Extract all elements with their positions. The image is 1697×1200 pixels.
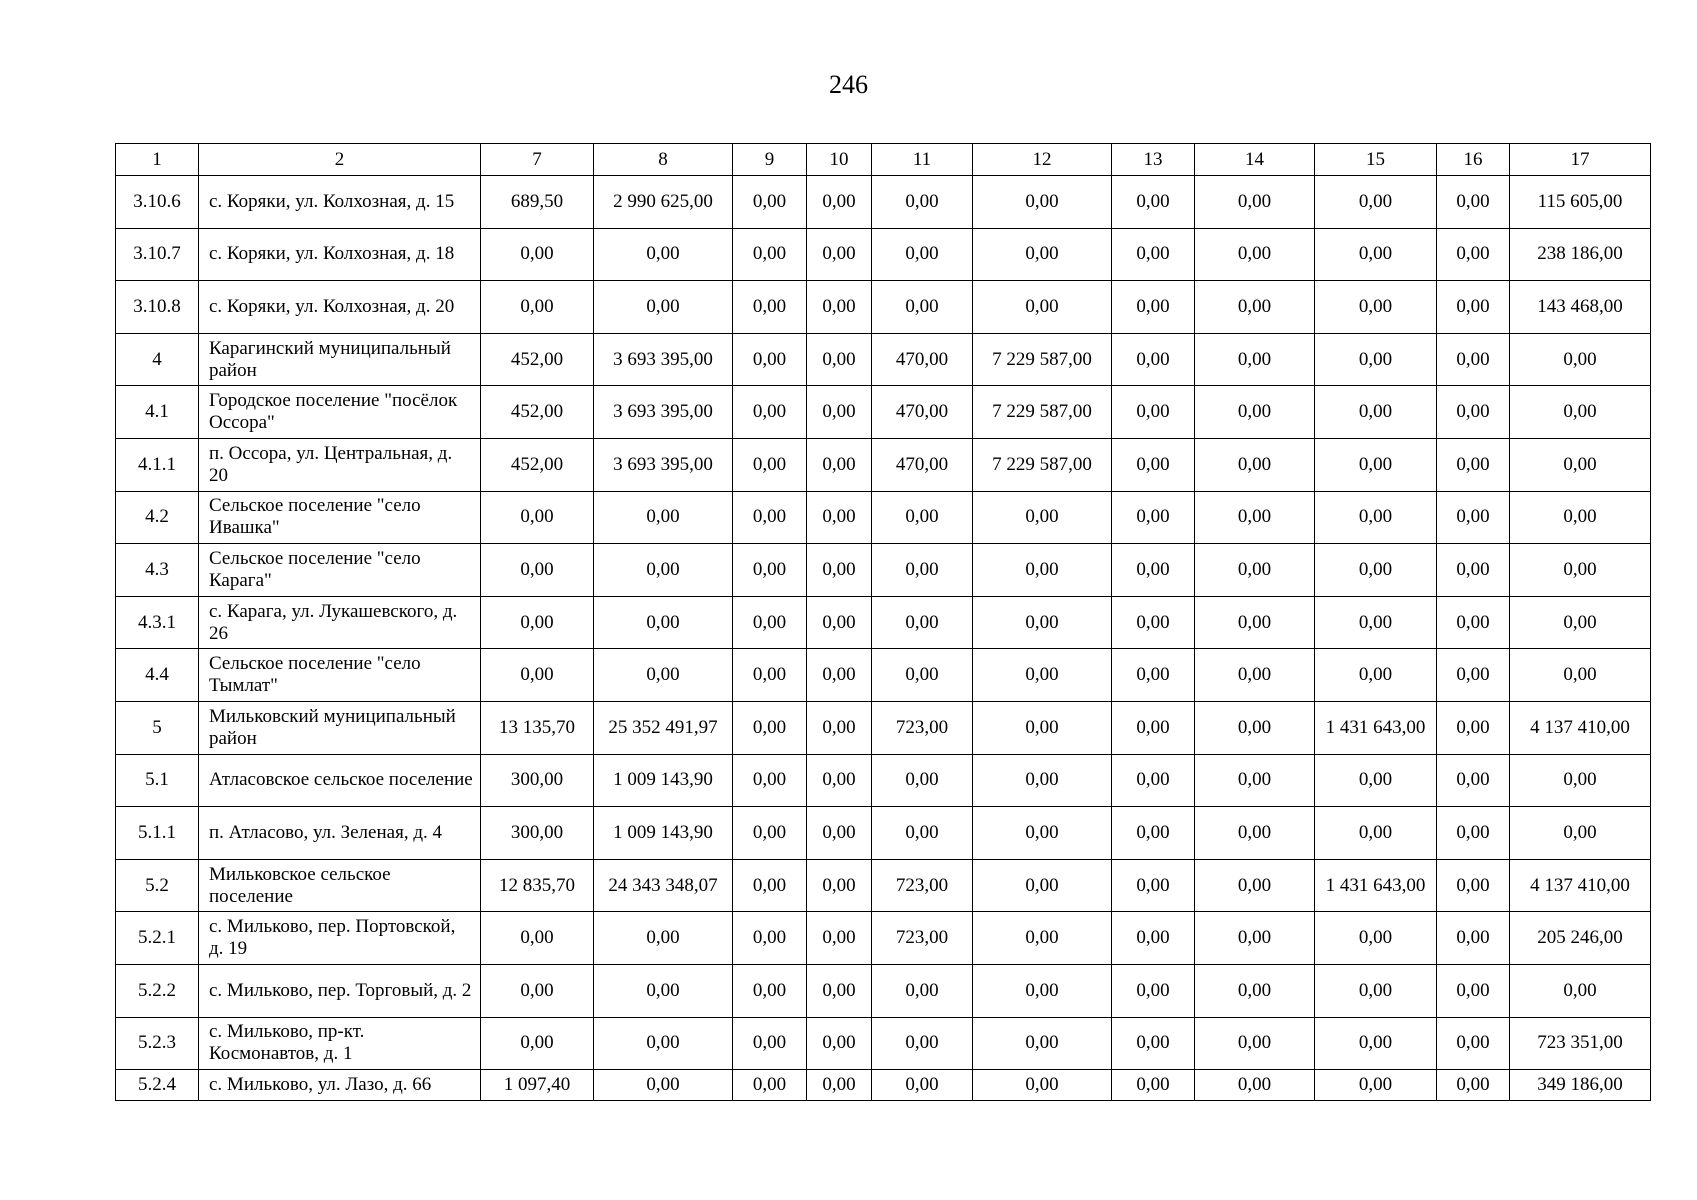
row-number-cell: 4.3	[116, 544, 199, 597]
value-cell: 0,00	[1315, 754, 1437, 807]
value-cell: 0,00	[1112, 859, 1195, 912]
value-cell: 452,00	[481, 333, 594, 386]
row-number-cell: 3.10.8	[116, 281, 199, 334]
value-cell: 0,00	[1437, 176, 1510, 229]
value-cell: 0,00	[594, 544, 733, 597]
value-cell: 0,00	[1195, 649, 1315, 702]
column-header: 2	[199, 144, 481, 176]
value-cell: 0,00	[481, 281, 594, 334]
table-row	[116, 701, 1651, 754]
value-cell: 0,00	[1437, 281, 1510, 334]
value-cell: 0,00	[807, 1017, 872, 1070]
value-cell: 0,00	[807, 912, 872, 965]
table-row	[116, 596, 1651, 649]
value-cell: 1 009 143,90	[594, 754, 733, 807]
value-cell: 0,00	[1437, 333, 1510, 386]
table-row	[116, 228, 1651, 281]
table-row	[116, 491, 1651, 544]
value-cell: 3 693 395,00	[594, 386, 733, 439]
row-number-cell: 4.1.1	[116, 438, 199, 491]
value-cell: 0,00	[733, 1017, 807, 1070]
row-number-cell: 3.10.6	[116, 176, 199, 229]
value-cell: 0,00	[1112, 176, 1195, 229]
page-number: 246	[829, 70, 868, 99]
column-header: 10	[807, 144, 872, 176]
value-cell: 0,00	[872, 228, 973, 281]
value-cell: 0,00	[1437, 491, 1510, 544]
value-cell: 3 693 395,00	[594, 438, 733, 491]
value-cell: 0,00	[807, 964, 872, 1017]
value-cell: 0,00	[1510, 596, 1651, 649]
value-cell: 0,00	[1195, 333, 1315, 386]
value-cell: 0,00	[973, 281, 1112, 334]
table-row	[116, 754, 1651, 807]
value-cell: 470,00	[872, 438, 973, 491]
column-header: 16	[1437, 144, 1510, 176]
value-cell: 0,00	[1112, 964, 1195, 1017]
value-cell: 0,00	[594, 1070, 733, 1101]
table-row	[116, 386, 1651, 439]
value-cell: 0,00	[973, 754, 1112, 807]
value-cell: 0,00	[733, 701, 807, 754]
value-cell: 0,00	[1112, 596, 1195, 649]
value-cell: 0,00	[1315, 912, 1437, 965]
value-cell: 0,00	[733, 333, 807, 386]
header-row	[116, 144, 1651, 176]
column-header: 9	[733, 144, 807, 176]
value-cell: 143 468,00	[1510, 281, 1651, 334]
table-row	[116, 807, 1651, 860]
name-cell: Сельское поселение "село Карага"	[199, 544, 481, 597]
value-cell: 0,00	[1112, 544, 1195, 597]
value-cell: 0,00	[1315, 544, 1437, 597]
value-cell: 0,00	[807, 281, 872, 334]
value-cell: 0,00	[1195, 281, 1315, 334]
value-cell: 0,00	[1315, 176, 1437, 229]
column-header: 14	[1195, 144, 1315, 176]
row-number-cell: 5	[116, 701, 199, 754]
value-cell: 0,00	[1112, 228, 1195, 281]
column-header: 13	[1112, 144, 1195, 176]
name-cell: Сельское поселение "село Тымлат"	[199, 649, 481, 702]
value-cell: 0,00	[733, 386, 807, 439]
value-cell: 0,00	[594, 491, 733, 544]
name-cell: с. Коряки, ул. Колхозная, д. 20	[199, 281, 481, 334]
column-header: 11	[872, 144, 973, 176]
value-cell: 0,00	[1195, 228, 1315, 281]
column-header: 12	[973, 144, 1112, 176]
value-cell: 0,00	[1195, 964, 1315, 1017]
row-number-cell: 5.2.3	[116, 1017, 199, 1070]
value-cell: 0,00	[733, 1070, 807, 1101]
value-cell: 0,00	[1112, 754, 1195, 807]
value-cell: 0,00	[973, 701, 1112, 754]
value-cell: 0,00	[1112, 491, 1195, 544]
value-cell: 0,00	[1195, 491, 1315, 544]
value-cell: 0,00	[1315, 1070, 1437, 1101]
value-cell: 300,00	[481, 807, 594, 860]
value-cell: 0,00	[1437, 649, 1510, 702]
value-cell: 452,00	[481, 438, 594, 491]
column-header: 1	[116, 144, 199, 176]
value-cell: 0,00	[1315, 1017, 1437, 1070]
name-cell: Сельское поселение "село Ивашка"	[199, 491, 481, 544]
value-cell: 0,00	[872, 1017, 973, 1070]
value-cell: 0,00	[733, 544, 807, 597]
value-cell: 0,00	[872, 807, 973, 860]
value-cell: 0,00	[1195, 807, 1315, 860]
column-header: 7	[481, 144, 594, 176]
table-row	[116, 649, 1651, 702]
value-cell: 0,00	[807, 859, 872, 912]
value-cell: 205 246,00	[1510, 912, 1651, 965]
row-number-cell: 4	[116, 333, 199, 386]
value-cell: 0,00	[872, 1070, 973, 1101]
value-cell: 0,00	[1195, 596, 1315, 649]
data-table	[115, 143, 1651, 1101]
value-cell: 0,00	[1510, 333, 1651, 386]
value-cell: 0,00	[807, 333, 872, 386]
value-cell: 0,00	[973, 596, 1112, 649]
value-cell: 0,00	[481, 228, 594, 281]
table-row	[116, 1070, 1651, 1101]
value-cell: 25 352 491,97	[594, 701, 733, 754]
value-cell: 0,00	[1112, 701, 1195, 754]
name-cell: Карагинский муниципальный район	[199, 333, 481, 386]
name-cell: Городское поселение "посёлок Оссора"	[199, 386, 481, 439]
value-cell: 0,00	[1315, 807, 1437, 860]
value-cell: 7 229 587,00	[973, 386, 1112, 439]
value-cell: 0,00	[872, 754, 973, 807]
value-cell: 0,00	[1195, 438, 1315, 491]
value-cell: 0,00	[594, 964, 733, 1017]
table-row	[116, 964, 1651, 1017]
value-cell: 0,00	[1315, 438, 1437, 491]
value-cell: 0,00	[973, 491, 1112, 544]
value-cell: 0,00	[973, 859, 1112, 912]
value-cell: 1 097,40	[481, 1070, 594, 1101]
value-cell: 0,00	[733, 807, 807, 860]
value-cell: 0,00	[1437, 807, 1510, 860]
value-cell: 349 186,00	[1510, 1070, 1651, 1101]
value-cell: 0,00	[1195, 912, 1315, 965]
name-cell: Атласовское сельское поселение	[199, 754, 481, 807]
value-cell: 0,00	[1437, 544, 1510, 597]
value-cell: 0,00	[1510, 544, 1651, 597]
value-cell: 0,00	[1315, 649, 1437, 702]
value-cell: 0,00	[872, 544, 973, 597]
value-cell: 0,00	[973, 1070, 1112, 1101]
value-cell: 0,00	[481, 491, 594, 544]
value-cell: 0,00	[807, 596, 872, 649]
value-cell: 0,00	[807, 754, 872, 807]
column-header: 17	[1510, 144, 1651, 176]
value-cell: 115 605,00	[1510, 176, 1651, 229]
name-cell: с. Коряки, ул. Колхозная, д. 15	[199, 176, 481, 229]
value-cell: 0,00	[807, 491, 872, 544]
value-cell: 0,00	[1510, 807, 1651, 860]
name-cell: с. Мильково, ул. Лазо, д. 66	[199, 1070, 481, 1101]
column-header: 8	[594, 144, 733, 176]
value-cell: 0,00	[481, 649, 594, 702]
value-cell: 0,00	[1510, 754, 1651, 807]
value-cell: 0,00	[1315, 281, 1437, 334]
value-cell: 4 137 410,00	[1510, 859, 1651, 912]
value-cell: 0,00	[973, 544, 1112, 597]
name-cell: п. Атласово, ул. Зеленая, д. 4	[199, 807, 481, 860]
table-row	[116, 912, 1651, 965]
row-number-cell: 5.2.4	[116, 1070, 199, 1101]
value-cell: 0,00	[594, 596, 733, 649]
value-cell: 0,00	[807, 176, 872, 229]
value-cell: 0,00	[872, 176, 973, 229]
value-cell: 0,00	[1437, 438, 1510, 491]
value-cell: 1 431 643,00	[1315, 859, 1437, 912]
value-cell: 0,00	[1437, 1070, 1510, 1101]
value-cell: 0,00	[733, 228, 807, 281]
value-cell: 0,00	[1195, 386, 1315, 439]
table-row	[116, 859, 1651, 912]
value-cell: 7 229 587,00	[973, 333, 1112, 386]
value-cell: 723 351,00	[1510, 1017, 1651, 1070]
value-cell: 0,00	[1195, 544, 1315, 597]
value-cell: 0,00	[1112, 438, 1195, 491]
value-cell: 0,00	[733, 438, 807, 491]
value-cell: 2 990 625,00	[594, 176, 733, 229]
value-cell: 0,00	[1195, 859, 1315, 912]
name-cell: с. Мильково, пр-кт. Космонавтов, д. 1	[199, 1017, 481, 1070]
row-number-cell: 4.2	[116, 491, 199, 544]
value-cell: 0,00	[807, 701, 872, 754]
value-cell: 0,00	[807, 386, 872, 439]
value-cell: 0,00	[1195, 1070, 1315, 1101]
table-row	[116, 438, 1651, 491]
value-cell: 0,00	[733, 491, 807, 544]
value-cell: 0,00	[1112, 333, 1195, 386]
row-number-cell: 5.2	[116, 859, 199, 912]
value-cell: 0,00	[1510, 649, 1651, 702]
value-cell: 0,00	[1315, 386, 1437, 439]
value-cell: 0,00	[733, 281, 807, 334]
name-cell: Мильковское сельское поселение	[199, 859, 481, 912]
row-number-cell: 5.1.1	[116, 807, 199, 860]
value-cell: 7 229 587,00	[973, 438, 1112, 491]
value-cell: 0,00	[807, 649, 872, 702]
row-number-cell: 4.3.1	[116, 596, 199, 649]
value-cell: 452,00	[481, 386, 594, 439]
value-cell: 1 009 143,90	[594, 807, 733, 860]
row-number-cell: 3.10.7	[116, 228, 199, 281]
value-cell: 0,00	[1437, 912, 1510, 965]
value-cell: 0,00	[733, 912, 807, 965]
column-header: 15	[1315, 144, 1437, 176]
table-row	[116, 1017, 1651, 1070]
value-cell: 0,00	[1315, 596, 1437, 649]
value-cell: 0,00	[807, 438, 872, 491]
table-row	[116, 281, 1651, 334]
row-number-cell: 4.4	[116, 649, 199, 702]
name-cell: с. Коряки, ул. Колхозная, д. 18	[199, 228, 481, 281]
value-cell: 300,00	[481, 754, 594, 807]
value-cell: 0,00	[807, 807, 872, 860]
value-cell: 723,00	[872, 912, 973, 965]
row-number-cell: 5.2.1	[116, 912, 199, 965]
value-cell: 0,00	[1510, 438, 1651, 491]
value-cell: 0,00	[872, 596, 973, 649]
value-cell: 0,00	[733, 754, 807, 807]
value-cell: 0,00	[1195, 754, 1315, 807]
value-cell: 0,00	[1437, 228, 1510, 281]
table-row	[116, 333, 1651, 386]
value-cell: 0,00	[1510, 964, 1651, 1017]
value-cell: 0,00	[872, 281, 973, 334]
value-cell: 0,00	[1437, 859, 1510, 912]
name-cell: с. Карага, ул. Лукашевского, д. 26	[199, 596, 481, 649]
value-cell: 24 343 348,07	[594, 859, 733, 912]
value-cell: 0,00	[1315, 228, 1437, 281]
value-cell: 0,00	[594, 1017, 733, 1070]
value-cell: 0,00	[733, 649, 807, 702]
value-cell: 0,00	[733, 176, 807, 229]
value-cell: 0,00	[1437, 754, 1510, 807]
value-cell: 0,00	[1437, 596, 1510, 649]
value-cell: 0,00	[481, 912, 594, 965]
value-cell: 4 137 410,00	[1510, 701, 1651, 754]
value-cell: 0,00	[481, 544, 594, 597]
value-cell: 0,00	[733, 596, 807, 649]
value-cell: 0,00	[1510, 491, 1651, 544]
value-cell: 0,00	[973, 912, 1112, 965]
table-body	[116, 176, 1651, 1101]
value-cell: 0,00	[594, 912, 733, 965]
value-cell: 0,00	[807, 544, 872, 597]
value-cell: 0,00	[1112, 281, 1195, 334]
value-cell: 0,00	[1510, 386, 1651, 439]
value-cell: 0,00	[733, 964, 807, 1017]
value-cell: 0,00	[1437, 1017, 1510, 1070]
value-cell: 0,00	[807, 228, 872, 281]
value-cell: 12 835,70	[481, 859, 594, 912]
value-cell: 0,00	[1437, 964, 1510, 1017]
value-cell: 723,00	[872, 701, 973, 754]
value-cell: 0,00	[973, 964, 1112, 1017]
value-cell: 0,00	[1195, 176, 1315, 229]
value-cell: 0,00	[1195, 1017, 1315, 1070]
value-cell: 470,00	[872, 386, 973, 439]
value-cell: 0,00	[481, 964, 594, 1017]
value-cell: 0,00	[1112, 807, 1195, 860]
name-cell: п. Оссора, ул. Центральная, д. 20	[199, 438, 481, 491]
value-cell: 1 431 643,00	[1315, 701, 1437, 754]
name-cell: с. Мильково, пер. Портовской, д. 19	[199, 912, 481, 965]
value-cell: 723,00	[872, 859, 973, 912]
row-number-cell: 5.2.2	[116, 964, 199, 1017]
value-cell: 0,00	[481, 596, 594, 649]
value-cell: 0,00	[594, 281, 733, 334]
value-cell: 0,00	[1195, 701, 1315, 754]
row-number-cell: 4.1	[116, 386, 199, 439]
value-cell: 238 186,00	[1510, 228, 1651, 281]
value-cell: 0,00	[1112, 1017, 1195, 1070]
value-cell: 0,00	[973, 807, 1112, 860]
value-cell: 0,00	[973, 1017, 1112, 1070]
value-cell: 0,00	[733, 859, 807, 912]
value-cell: 0,00	[594, 228, 733, 281]
value-cell: 0,00	[1437, 701, 1510, 754]
value-cell: 0,00	[1437, 386, 1510, 439]
value-cell: 470,00	[872, 333, 973, 386]
value-cell: 13 135,70	[481, 701, 594, 754]
value-cell: 3 693 395,00	[594, 333, 733, 386]
value-cell: 0,00	[1112, 649, 1195, 702]
value-cell: 0,00	[872, 964, 973, 1017]
value-cell: 0,00	[807, 1070, 872, 1101]
value-cell: 689,50	[481, 176, 594, 229]
value-cell: 0,00	[1112, 386, 1195, 439]
table-row	[116, 544, 1651, 597]
value-cell: 0,00	[973, 228, 1112, 281]
value-cell: 0,00	[872, 649, 973, 702]
value-cell: 0,00	[1315, 333, 1437, 386]
row-number-cell: 5.1	[116, 754, 199, 807]
value-cell: 0,00	[481, 1017, 594, 1070]
name-cell: с. Мильково, пер. Торговый, д. 2	[199, 964, 481, 1017]
value-cell: 0,00	[973, 649, 1112, 702]
value-cell: 0,00	[594, 649, 733, 702]
value-cell: 0,00	[872, 491, 973, 544]
value-cell: 0,00	[1112, 912, 1195, 965]
value-cell: 0,00	[1315, 491, 1437, 544]
value-cell: 0,00	[1112, 1070, 1195, 1101]
value-cell: 0,00	[1315, 964, 1437, 1017]
table-row	[116, 176, 1651, 229]
value-cell: 0,00	[973, 176, 1112, 229]
name-cell: Мильковский муниципальный район	[199, 701, 481, 754]
